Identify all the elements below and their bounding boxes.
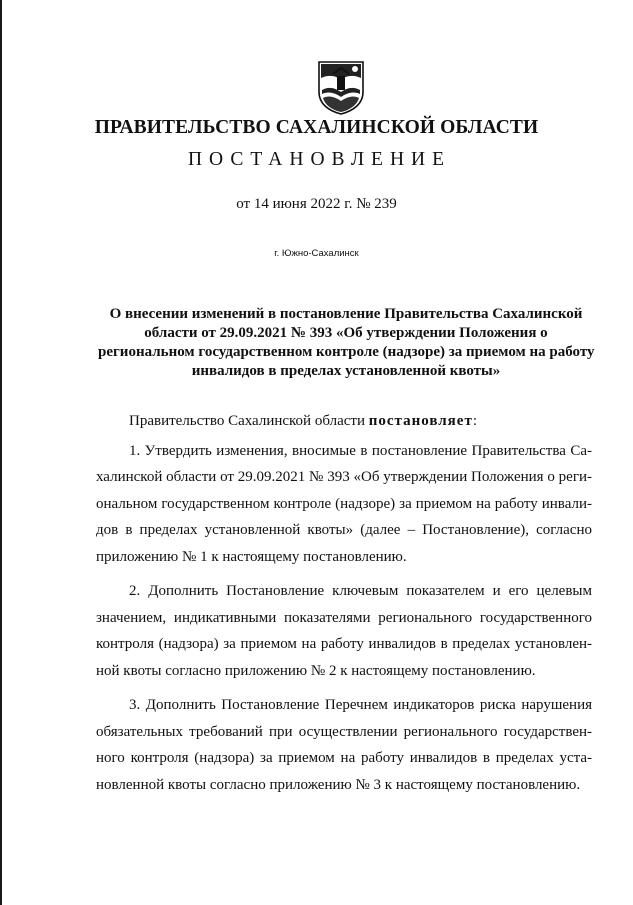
doc-subject <box>98 305 594 381</box>
preamble-text: Правительство Сахалинской области <box>129 413 369 429</box>
preamble <box>96 408 592 435</box>
item-line: ного контроля (надзора) за приемом на работу инвалидов в пределах уста- <box>96 750 592 766</box>
item-line: обязательных требований при осуществлении регионального государствен- <box>96 723 592 740</box>
item-line: приложению № 1 к настоящему постановлению. <box>96 548 407 565</box>
subject-line: О внесении изменений в постановление Правительства Сахалинской <box>109 306 583 322</box>
item-line: халинской области от 29.09.2021 № 393 «Об утверждении Положения о реги- <box>96 469 592 485</box>
doc-city: г. Южно-Сахалинск <box>274 248 359 259</box>
item-line: контроля (надзора) за приемом на работу инвалидов в пределах установлен- <box>96 636 592 652</box>
item-2 <box>96 578 592 684</box>
item-line: ональном государственном контроле (надзоре) за приемом на работу инвали- <box>96 495 592 512</box>
coat-of-arms-icon <box>315 60 367 115</box>
item-3 <box>96 692 592 798</box>
doc-type: ПОСТАНОВЛЕНИЕ <box>187 149 452 170</box>
preamble-keyword: постановляет <box>368 413 473 429</box>
item-1 <box>96 438 592 571</box>
item-line: дов в пределах установленной квоты» (далее – Постановление), согласно <box>96 522 592 538</box>
item-line: 1. Утвердить изменения, вносимые в постановление Правительства Са- <box>129 442 592 459</box>
item-line: новленной квоты согласно приложению № 3 к настоящему постановлению. <box>96 776 581 793</box>
org-title: ПРАВИТЕЛЬСТВО САХАЛИНСКОЙ ОБЛАСТИ <box>94 117 539 138</box>
item-line: значением, индикативными показателями регионального государственного <box>96 609 592 626</box>
preamble-end: : <box>472 413 477 429</box>
doc-date-number: от 14 июня 2022 г. № 239 <box>236 196 397 212</box>
document-body <box>96 408 592 798</box>
subject-line: области от 29.09.2021 № 393 «Об утверждении Положения о <box>144 325 548 341</box>
item-line: 3. Дополнить Постановление Перечнем индикаторов риска нарушения <box>129 697 592 713</box>
item-line: 2. Дополнить Постановление ключевым показателем и его целевым <box>129 583 592 599</box>
subject-line: инвалидов в пределах установленной квоты» <box>191 363 501 379</box>
item-line: ной квоты согласно приложению № 2 к настоящему постановлению. <box>96 662 536 679</box>
subject-line: региональном государственном контроле (надзоре) за приемом на работу <box>98 344 595 360</box>
